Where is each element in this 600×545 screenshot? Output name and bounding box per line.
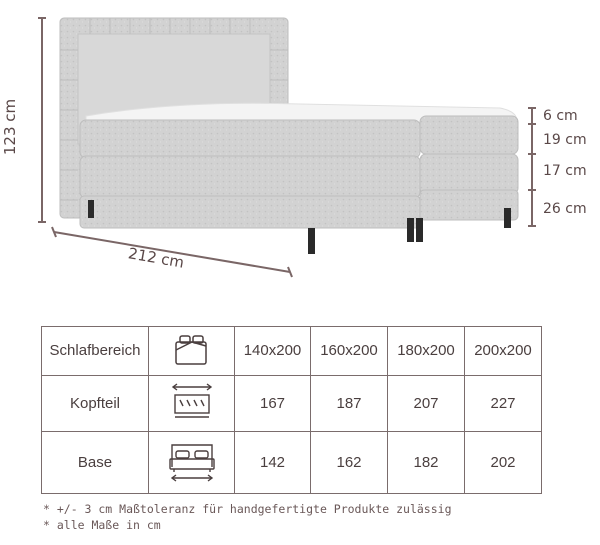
bed-icon-cell xyxy=(149,327,235,376)
size-cell: 140x200 xyxy=(235,327,311,376)
bed-base-icon-cell xyxy=(149,432,235,494)
bed-base-icon xyxy=(166,439,218,483)
value-cell: 182 xyxy=(388,432,465,494)
headboard-icon xyxy=(168,382,216,422)
size-table xyxy=(41,326,541,494)
size-cell: 160x200 xyxy=(311,327,388,376)
sleep-area-label: Schlafbereich xyxy=(42,327,149,376)
footnote-tolerance: * +/- 3 cm Maßtoleranz für handgefertigte Produkte zulässig xyxy=(43,502,452,516)
size-cell: 180x200 xyxy=(388,327,465,376)
bed-right-section xyxy=(420,116,518,220)
table-row xyxy=(42,375,542,432)
mattress-height-label: 19 cm xyxy=(543,132,587,148)
size-cell: 200x200 xyxy=(465,327,542,376)
base-height-label: 26 cm xyxy=(543,201,587,217)
value-cell: 202 xyxy=(465,432,542,494)
value-cell: 227 xyxy=(465,375,542,432)
length-label: 212 cm xyxy=(126,244,186,272)
value-cell: 167 xyxy=(235,375,311,432)
value-cell: 187 xyxy=(311,375,388,432)
value-cell: 207 xyxy=(388,375,465,432)
value-cell: 142 xyxy=(235,432,311,494)
base-label: Base xyxy=(42,432,149,494)
footnote-units: * alle Maße in cm xyxy=(43,518,161,532)
height-total-text: 123 cm xyxy=(1,98,20,156)
bed-icon xyxy=(172,332,212,366)
bed-left-section xyxy=(80,120,420,228)
table-row xyxy=(42,432,542,494)
headboard-icon-cell xyxy=(149,375,235,432)
topper-height-label: 6 cm xyxy=(543,108,578,124)
table-row xyxy=(42,327,542,376)
box-height-label: 17 cm xyxy=(543,163,587,179)
headboard-label: Kopfteil xyxy=(42,375,149,432)
height-total-label xyxy=(0,98,26,158)
value-cell: 162 xyxy=(311,432,388,494)
